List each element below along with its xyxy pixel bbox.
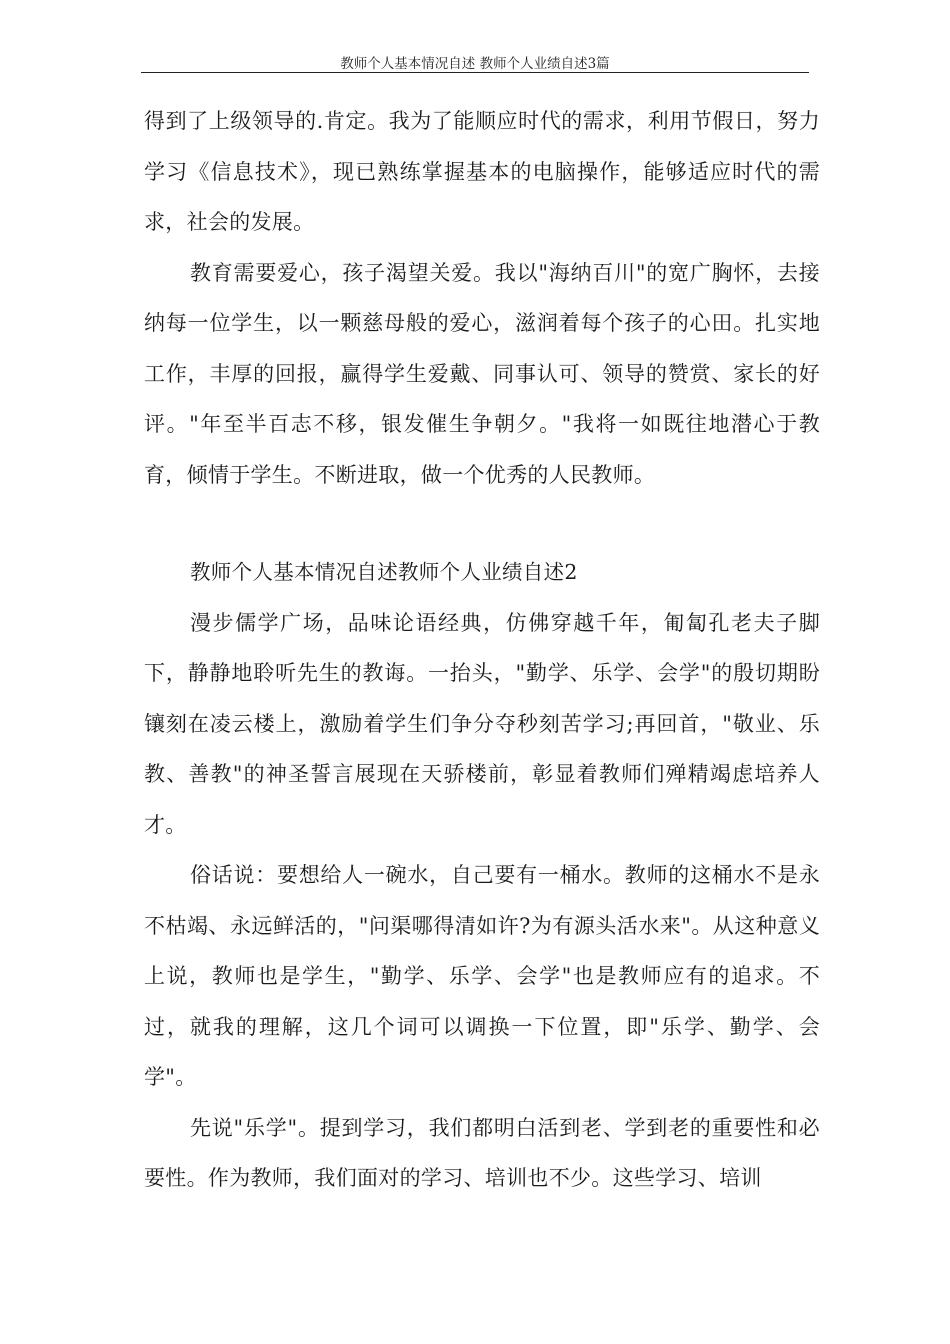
section-heading: 教师个人基本情况自述教师个人业绩自述2 bbox=[190, 560, 578, 584]
paragraph-bucket-of-water: 俗话说：要想给人一碗水，自己要有一桶水。教师的这桶水不是永不枯竭、永远鲜活的，"问渠哪得清如许?为有源头活水来"。从这种意义上说，教师也是学生，"勤学、乐学、会学"也是教师应有的追求。不过，就我的理解，这几个词可以调换一下位置，即"乐学、勤学、会学"。 bbox=[144, 863, 820, 1089]
paragraph-continuation: 得到了上级领导的.肯定。我为了能顺应时代的需求，利用节假日，努力学习《信息技术》，现已熟练掌握基本的电脑操作，能够适应时代的需求，社会的发展。 bbox=[144, 109, 820, 234]
paragraph-confucian-plaza: 漫步儒学广场，品味论语经典，仿佛穿越千年，匍匐孔老夫子脚下，静静地聆听先生的教诲。一抬头，"勤学、乐学、会学"的殷切期盼镶刻在凌云楼上，激励着学生们争分夺秒刻苦学习;再回首，"敬业、乐教、善教"的神圣誓言展现在天骄楼前，彰显着教师们殚精竭虑培养人才。 bbox=[144, 610, 820, 837]
header-divider bbox=[141, 72, 809, 73]
section-spacer bbox=[144, 500, 820, 547]
page-header: 教师个人基本情况自述 教师个人业绩自述3篇 bbox=[340, 56, 610, 72]
paragraph-love-education: 教育需要爱心，孩子渴望关爱。我以"海纳百川"的宽广胸怀，去接纳每一位学生，以一颗慈母般的爱心，滋润着每个孩子的心田。扎实地工作，丰厚的回报，赢得学生爱戴、同事认可、领导的赞赏、家长的好评。"年至半百志不移，银发催生争朝夕。"我将一如既往地潜心于教育，倾情于学生。不断进取，做一个优秀的人民教师。 bbox=[144, 260, 820, 487]
document-body bbox=[144, 96, 820, 1204]
paragraph-enjoy-learning: 先说"乐学"。提到学习，我们都明白活到老、学到老的重要性和必要性。作为教师，我们面对的学习、培训也不少。这些学习、培训 bbox=[144, 1115, 820, 1190]
